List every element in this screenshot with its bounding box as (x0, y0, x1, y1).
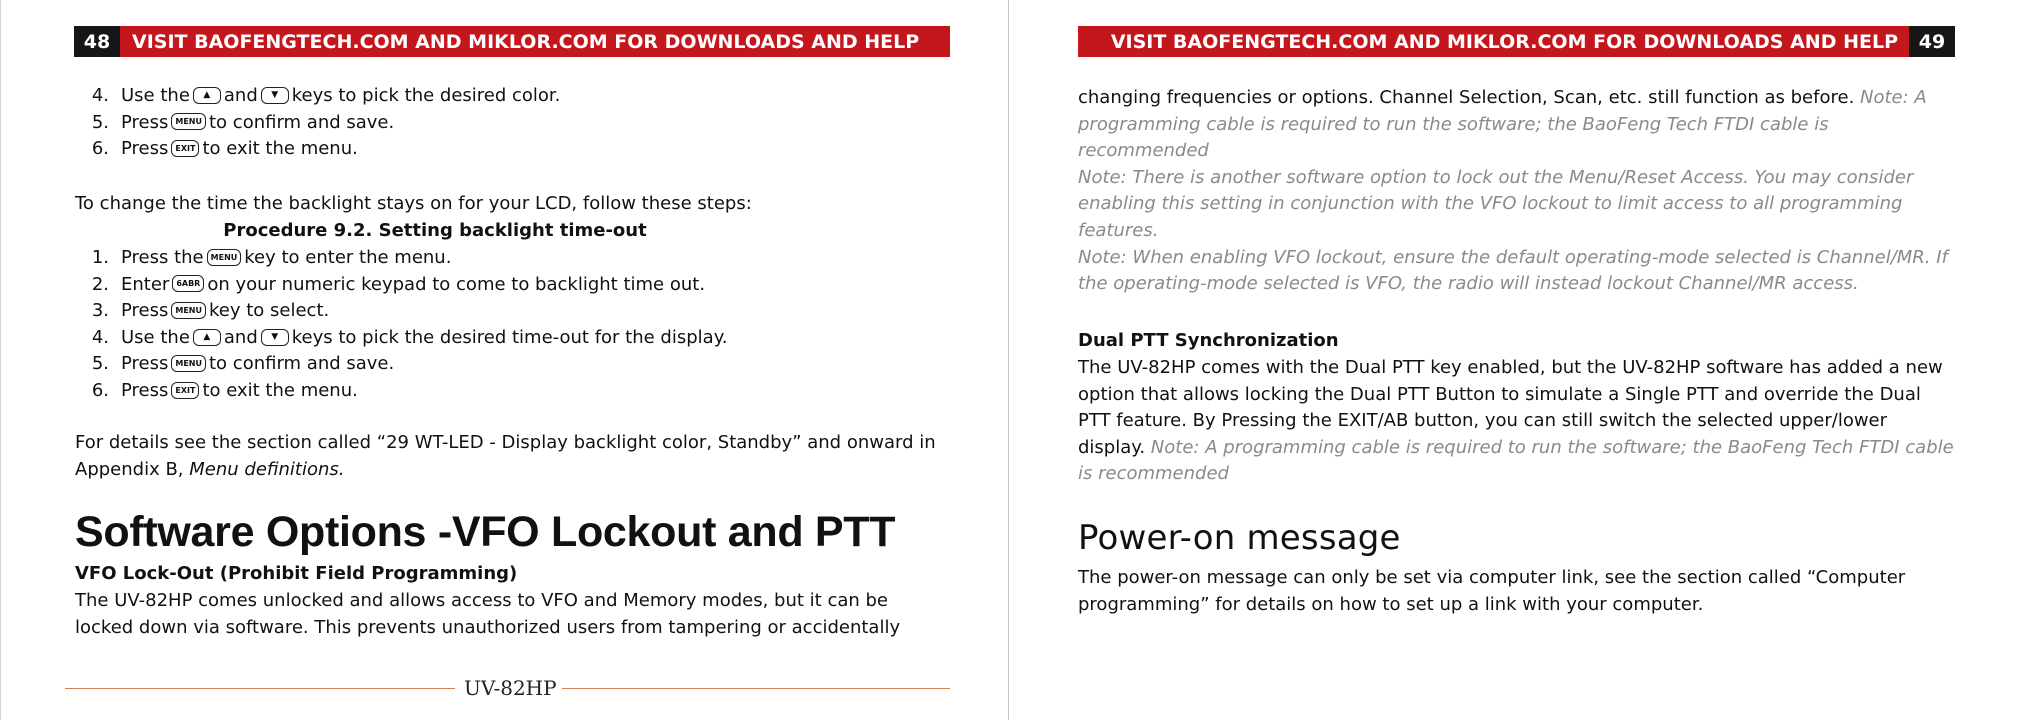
power-on-heading: Power-on message (1078, 518, 1401, 558)
footer-rule-left (65, 688, 455, 689)
right-page (1009, 0, 2018, 720)
vfo-paragraph: The UV-82HP comes unlocked and allows access to VFO and Memory modes, but it can be locked down via software. This prevents unauthorized users from tampering or accidentally (75, 590, 901, 638)
list-item: 1. Press the MENU key to enter the menu. (91, 247, 452, 268)
footer-rule-right (562, 688, 950, 689)
right-page-number: 49 (1909, 26, 1955, 57)
down-arrow-key-icon: ▼ (261, 87, 289, 104)
left-page-number: 48 (74, 26, 120, 57)
menu-key-icon: MENU (171, 113, 206, 130)
list-item: 2. Enter 6ABR on your numeric keypad to come to backlight time out. (91, 273, 706, 295)
dual-ptt-paragraph: The UV-82HP comes with the Dual PTT key enabled, but the UV-82HP software has added a new option that allows locking the Dual PTT Button to simulate a Single PTT and override the Dual PTT feature. By Pressing the EXIT/AB button, you can still switch the selected upper/lower display. Note: A programming cable is required to run the software; the BaoFeng Tech FTDI cable is recommended (1078, 357, 1954, 485)
menu-key-icon: MENU (207, 249, 242, 266)
list-item: 6. Press EXIT to exit the menu. (91, 138, 358, 160)
up-arrow-key-icon: ▲ (193, 87, 221, 104)
right-header-banner: VISIT BAOFENGTECH.COM AND MIKLOR.COM FOR DOWNLOADS AND HELP (1078, 26, 1909, 57)
exit-key-icon: EXIT (171, 382, 199, 399)
left-page (0, 0, 1008, 720)
list-item: 4. Use the ▲ and ▼ keys to pick the desired time-out for the display. (91, 326, 728, 348)
list-item: 3. Press MENU key to select. (91, 300, 330, 322)
right-page-header (1078, 26, 1955, 57)
list-item: 6. Press EXIT to exit the menu. (91, 379, 358, 401)
list-item: 5. Press MENU to confirm and save. (91, 353, 395, 375)
vfo-lockout-subheading: VFO Lock-Out (Prohibit Field Programming) (75, 563, 518, 584)
menu-key-icon: MENU (171, 302, 206, 319)
exit-key-icon: EXIT (171, 140, 199, 157)
menu-reset-note: Note: There is another software option to lock out the Menu/Reset Access. You may consider (1078, 166, 1914, 188)
operating-mode-note: Note: When enabling VFO lockout, ensure the default operating-mode selected is Channel/MR. If (1078, 246, 1948, 268)
section-heading: Software Options -VFO Lockout and PTT (75, 508, 896, 556)
left-header-banner: VISIT BAOFENGTECH.COM AND MIKLOR.COM FOR DOWNLOADS AND HELP (120, 26, 950, 57)
left-page-header (74, 26, 950, 57)
vfo-continued-paragraph: changing frequencies or options. Channel Selection, Scan, etc. still function as before. Note: A programming cable is required to run the software; the BaoFeng Tech FTDI cable is recommended Note: There is another software option to lock out the Menu/Reset Access. You may consider enabling this setting in conjunction with the VFO lockout to limit access to all programming features. Note: When enabling VFO lockout, ensure the default operating-mode selected is Channel/MR. If the operating-mode selected is VFO, the radio will instead lockout Channel/MR access. (1078, 85, 1978, 298)
details-paragraph: For details see the section called “29 WT-LED - Display backlight color, Standby” and onward in Appendix B, Menu definitions. (75, 432, 936, 480)
list-item: 4. Use the ▲ and ▼ keys to pick the desired color. (91, 85, 561, 106)
color-steps-list (75, 83, 560, 163)
backlight-intro: To change the time the backlight stays on for your LCD, follow these steps: (75, 193, 752, 214)
dual-ptt-heading: Dual PTT Synchronization (1078, 330, 1339, 351)
backlight-steps-list (75, 245, 728, 405)
power-on-paragraph: The power-on message can only be set via computer link, see the section called “Computer programming” for details on how to set up a link with your computer. (1078, 567, 1906, 615)
list-item: 5. Press MENU to confirm and save. (91, 111, 395, 133)
footer-model: UV-82HP (464, 676, 557, 700)
procedure-title: Procedure 9.2. Setting backlight time-out (223, 220, 647, 241)
menu-key-icon: MENU (171, 355, 206, 372)
down-arrow-key-icon: ▼ (261, 329, 289, 346)
six-key-icon: 6ABR (172, 275, 204, 292)
up-arrow-key-icon: ▲ (193, 329, 221, 346)
